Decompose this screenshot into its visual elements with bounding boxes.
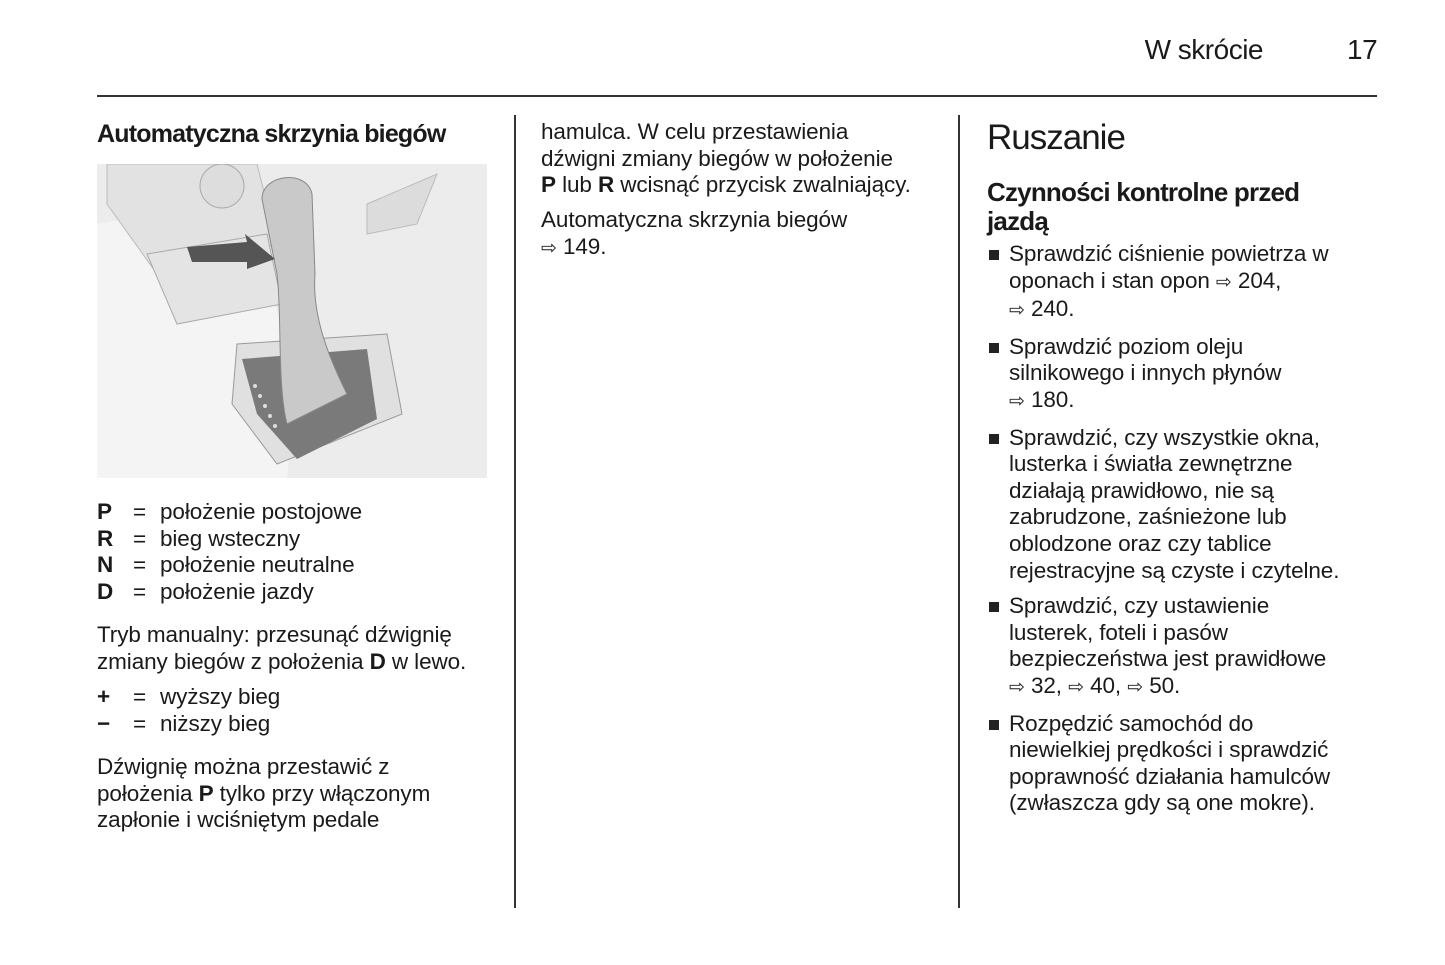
- legend-key: R: [97, 525, 114, 551]
- text-segment: tylko przy włączonym: [213, 780, 431, 806]
- bullet-square-icon: [989, 602, 999, 612]
- text-line: [1009, 593, 1339, 620]
- text-segment: oblodzone oraz czy tablice: [1009, 530, 1272, 556]
- text-segment: dźwigni zmiany biegów w położenie: [541, 145, 893, 171]
- text-segment: 149.: [556, 233, 607, 259]
- bullet-square-icon: [989, 720, 999, 730]
- text-segment: Sprawdzić ciśnienie powietrza w: [1009, 241, 1329, 266]
- legend-row: [97, 552, 362, 579]
- header-rule: [97, 95, 1377, 97]
- checklist-item: [987, 593, 1339, 701]
- text-line: [1009, 387, 1339, 416]
- text-line: [1009, 531, 1339, 558]
- legend-text: położenie neutralne: [160, 552, 355, 578]
- cross-reference-arrow-icon: ⇨: [1009, 676, 1025, 698]
- legend-key: N: [97, 552, 114, 578]
- text-segment: poprawność działania hamulców: [1009, 763, 1331, 789]
- text-segment: niewielkiej prędkości i sprawdzić: [1009, 737, 1329, 763]
- text-line: [1009, 646, 1339, 673]
- text-segment: bezpieczeństwa jest prawidłowe: [1009, 646, 1327, 672]
- text-segment: zabrudzone, zaśnieżone lub: [1009, 504, 1287, 530]
- subsection-heading: [987, 178, 1299, 236]
- text-segment: Automatyczna skrzynia biegów: [541, 207, 848, 232]
- text-segment: zapłonie i wciśniętym pedale: [97, 807, 380, 833]
- legend-text: położenie postojowe: [160, 499, 362, 524]
- text-line: [1009, 764, 1339, 791]
- text-segment: 50.: [1143, 672, 1181, 698]
- legend-row: [97, 711, 280, 738]
- legend-row: [97, 499, 362, 526]
- text-segment: P: [198, 780, 214, 806]
- subsection-heading-line: Czynności kontrolne przed: [987, 177, 1300, 207]
- checklist: [987, 241, 1339, 826]
- text-line: [97, 781, 430, 808]
- text-segment: 240.: [1024, 296, 1075, 322]
- column-divider: [958, 115, 960, 908]
- text-segment: oponach i stan opon: [1009, 267, 1216, 293]
- legend-key: P: [97, 499, 112, 524]
- subsection-heading-line: jazdą: [987, 206, 1049, 236]
- legend-text: położenie jazdy: [160, 578, 314, 604]
- text-line: [1009, 241, 1339, 268]
- text-segment: lub: [555, 172, 598, 198]
- text-line: [97, 754, 430, 781]
- cross-reference: [541, 207, 847, 262]
- text-line: [1009, 504, 1339, 531]
- text-segment: rejestracyjne są czyste i czytelne.: [1009, 557, 1340, 583]
- text-line: [1009, 478, 1339, 505]
- text-segment: Tryb manualny: przesunąć dźwignię: [97, 622, 452, 647]
- text-segment: położenia: [97, 780, 199, 806]
- column-divider: [514, 115, 516, 908]
- text-segment: Sprawdzić, czy ustawienie: [1009, 593, 1270, 619]
- text-segment: 180.: [1024, 386, 1075, 412]
- text-segment: Rozpędzić samochód do: [1009, 710, 1254, 736]
- manual-legend: [97, 684, 280, 737]
- text-line: [541, 172, 911, 199]
- text-segment: lusterka i światła zewnętrzne: [1009, 451, 1293, 477]
- text-segment: Dźwignię można przestawić z: [97, 754, 390, 779]
- legend-row: [97, 684, 280, 711]
- legend-row: [97, 526, 362, 553]
- text-segment: P: [541, 172, 556, 198]
- text-line: [1009, 737, 1339, 764]
- legend-equals: =: [133, 552, 147, 578]
- text-segment: Sprawdzić, czy wszystkie okna,: [1009, 424, 1320, 450]
- legend-text: wyższy bieg: [160, 684, 281, 709]
- legend-equals: =: [133, 578, 147, 604]
- legend-key: −: [97, 710, 111, 736]
- text-segment: w lewo.: [385, 648, 467, 674]
- legend-text: niższy bieg: [160, 710, 271, 736]
- cross-reference-arrow-icon: ⇨: [1215, 271, 1232, 293]
- text-line: [1009, 360, 1339, 387]
- legend-equals: =: [133, 710, 147, 736]
- text-segment: R: [597, 172, 615, 198]
- text-segment: lusterek, foteli i pasów: [1009, 619, 1228, 645]
- text-line: [1009, 711, 1339, 738]
- text-line: [1009, 451, 1339, 478]
- legend-equals: =: [133, 525, 147, 551]
- legend-row: [97, 579, 362, 606]
- text-line: [1009, 558, 1339, 585]
- chapter-title: Ruszanie: [987, 118, 1125, 157]
- section-heading: Automatyczna skrzynia biegów: [97, 120, 446, 148]
- cross-reference-arrow-icon: ⇨: [1009, 300, 1025, 322]
- checklist-item: [987, 711, 1339, 817]
- text-line: [1009, 790, 1339, 817]
- legend-equals: =: [133, 684, 147, 709]
- bullet-square-icon: [989, 250, 999, 260]
- text-line: [541, 234, 847, 263]
- cross-reference-arrow-icon: ⇨: [541, 237, 557, 259]
- lever-text-continued: [541, 119, 911, 199]
- cross-reference-arrow-icon: ⇨: [1068, 676, 1084, 698]
- checklist-item: [987, 241, 1339, 325]
- cross-reference-arrow-icon: ⇨: [1127, 676, 1144, 698]
- text-segment: 204,: [1231, 267, 1282, 293]
- text-segment: D: [369, 648, 386, 674]
- gear-legend: [97, 499, 362, 605]
- text-segment: silnikowego i innych płynów: [1009, 360, 1282, 386]
- text-segment: (zwłaszcza gdy są one mokre).: [1009, 790, 1315, 816]
- text-line: [1009, 296, 1339, 325]
- text-segment: działają prawidłowo, nie są: [1009, 477, 1274, 503]
- cross-reference-arrow-icon: ⇨: [1009, 390, 1025, 412]
- text-segment: 40,: [1083, 672, 1128, 698]
- text-line: [1009, 620, 1339, 647]
- text-line: [97, 807, 430, 834]
- legend-text: bieg wsteczny: [160, 525, 301, 551]
- bullet-square-icon: [989, 343, 999, 353]
- text-segment: 32,: [1024, 672, 1069, 698]
- text-line: [1009, 673, 1339, 702]
- checklist-item: [987, 334, 1339, 416]
- text-line: [1009, 268, 1339, 297]
- text-line: [97, 649, 466, 676]
- lever-text: [97, 754, 430, 834]
- text-segment: wcisnąć przycisk zwalniający.: [614, 172, 911, 198]
- manual-mode-text: [97, 622, 466, 675]
- text-line: [97, 622, 466, 649]
- text-segment: hamulca. W celu przestawienia: [541, 119, 849, 144]
- text-line: [1009, 425, 1339, 452]
- text-line: [1009, 334, 1339, 361]
- legend-key: D: [97, 578, 114, 604]
- legend-key: +: [97, 684, 111, 709]
- text-line: [541, 119, 911, 146]
- text-segment: Sprawdzić poziom oleju: [1009, 333, 1244, 359]
- page-number: 17: [1347, 34, 1378, 65]
- text-segment: zmiany biegów z położenia: [97, 648, 370, 674]
- gear-lever-illustration: [97, 164, 487, 478]
- bullet-square-icon: [989, 434, 999, 444]
- legend-equals: =: [133, 499, 147, 524]
- text-line: [541, 146, 911, 173]
- checklist-item: [987, 425, 1339, 585]
- text-line: [541, 207, 847, 234]
- section-title: W skrócie: [1144, 34, 1263, 65]
